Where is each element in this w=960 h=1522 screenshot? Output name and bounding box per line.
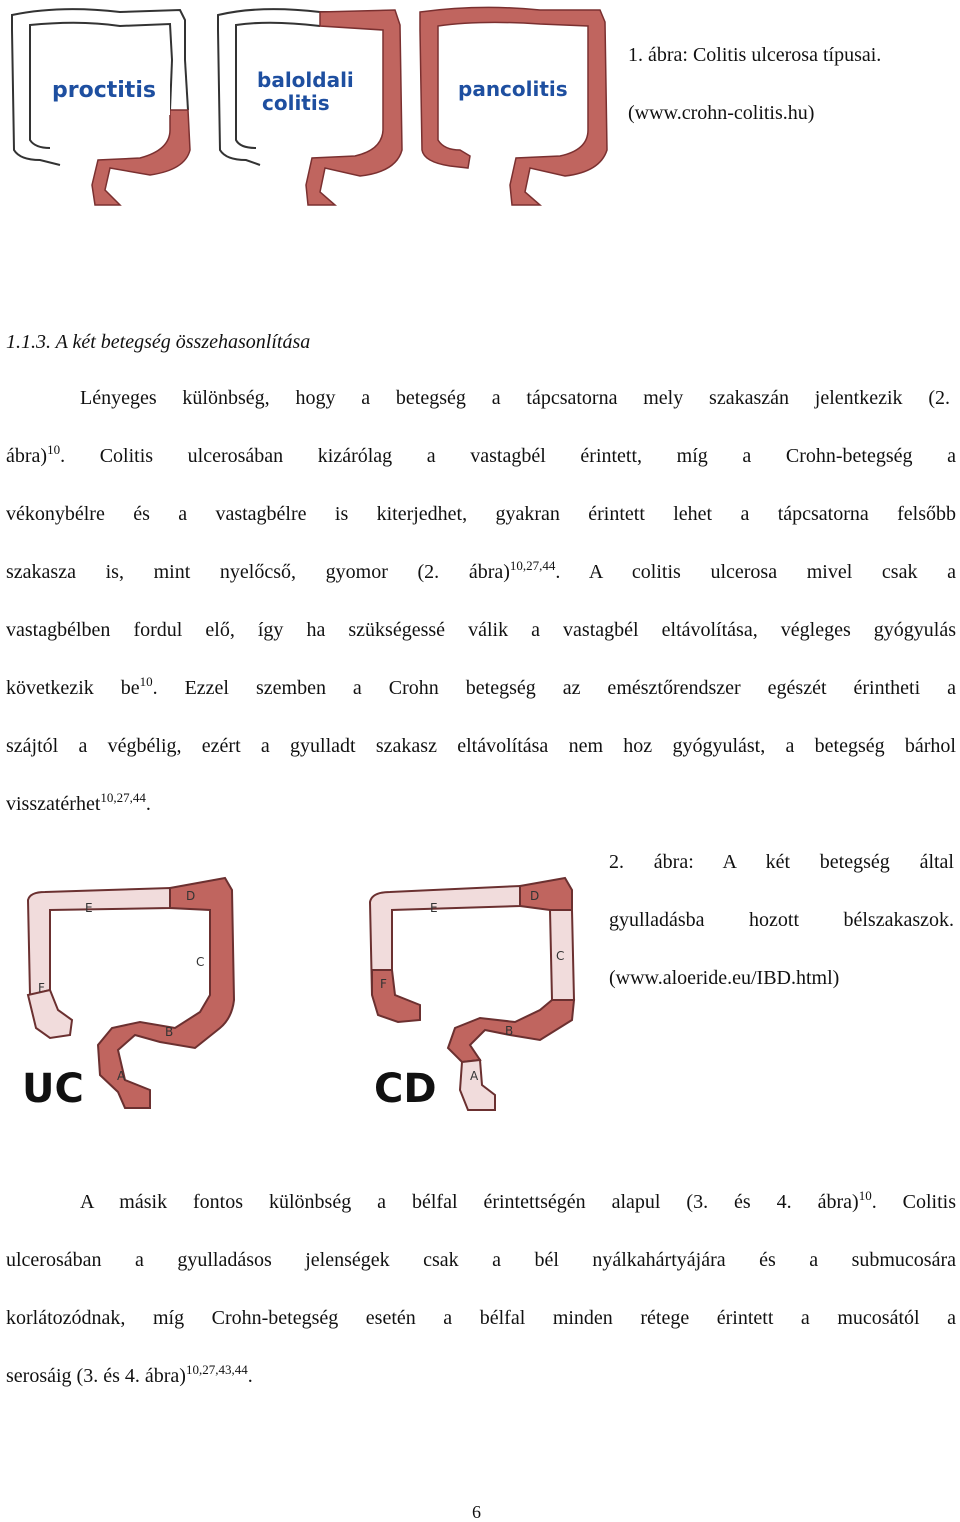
paragraph-1-line-3: vékonybélre és a vastagbélre is kiterjedhet, gyakran érintett lehet a tápcsatorna felsőbb <box>6 503 956 525</box>
svg-text:B: B <box>505 1024 514 1038</box>
figure-2-uc-cd-diagram <box>0 850 600 1120</box>
paragraph-2-line-2: ulcerosában a gyulladásos jelenségek csak a bél nyálkahártyájára és a submucosára <box>6 1249 956 1271</box>
svg-text:D: D <box>530 889 540 903</box>
figure-1-caption-line1: 1. ábra: Colitis ulcerosa típusai. <box>628 44 882 66</box>
paragraph-1-line-7: szájtól a végbélig, ezért a gyulladt szakasz eltávolítása nem hoz gyógyulást, a betegség bárhol <box>6 735 956 757</box>
svg-text:E: E <box>430 901 438 915</box>
svg-text:C: C <box>196 955 205 969</box>
svg-text:A: A <box>470 1069 479 1083</box>
paragraph-1-line-4: szakasza is, mint nyelőcső, gyomor (2. ábra)$^{10,27,44}$. A colitis ulcerosa mivel csak a <box>6 558 956 583</box>
svg-text:B: B <box>165 1025 174 1039</box>
section-heading: 1.1.3. A két betegség összehasonlítása <box>6 331 311 353</box>
paragraph-2-line-3: korlátozódnak, míg Crohn-betegség esetén a bélfal minden rétege érintett a mucosától a <box>6 1307 956 1329</box>
paragraph-1-line-6: következik $be^{10}$. Ezzel szemben a Crohn betegség az emésztőrendszer egészét érintheti a <box>6 674 956 699</box>
paragraph-1-line-2: ábra)$^{10}$. Colitis ulcerosában kizárólag a vastagbél érintett, míg a Crohn-betegség a <box>6 442 956 467</box>
pancolitis-label: pancolitis <box>458 77 568 101</box>
page-number: 6 <box>472 1502 481 1522</box>
proctitis-inflamed-rectum <box>92 110 190 205</box>
figure-1-colitis-types <box>0 0 620 215</box>
baloldali-label: baloldali <box>257 68 354 92</box>
svg-text:D: D <box>186 889 196 903</box>
svg-text:C: C <box>556 949 565 963</box>
svg-text:F: F <box>38 981 45 995</box>
figure-2-caption-line2: gyulladásba hozott bélszakaszok. <box>609 909 954 931</box>
figure-1-caption-line2: (www.crohn-colitis.hu) <box>628 102 815 124</box>
paragraph-1-line-8: visszatérhet$^{10,27,44}$. <box>6 790 151 815</box>
figure-2-caption-line1: 2. ábra: A két betegség által <box>609 851 954 873</box>
svg-text:F: F <box>380 977 387 991</box>
uc-label: UC <box>22 1066 84 1112</box>
svg-text:A: A <box>117 1069 126 1083</box>
colitis-label: colitis <box>262 91 330 115</box>
cd-inflamed-patch-transverse <box>520 878 572 910</box>
figure-2-caption-line3: (www.aloeride.eu/IBD.html) <box>609 967 840 989</box>
svg-text:E: E <box>85 901 93 915</box>
paragraph-1-line-1: Lényeges különbség, hogy a betegség a tápcsatorna mely szakaszán jelentkezik (2. <box>80 387 950 409</box>
paragraph-1-line-5: vastagbélben fordul elő, így ha szükségessé válik a vastagbél eltávolítása, végleges gyógyulás <box>6 619 956 641</box>
paragraph-2-line-1: A másik fontos különbség a bélfal érintettségén alapul (3. és 4. ábra)$^{10}$. Colitis <box>80 1188 956 1213</box>
cd-label: CD <box>374 1066 437 1112</box>
paragraph-2-line-4: serosáig (3. és 4. ábra)$^{10,27,43,44}$. <box>6 1362 253 1387</box>
proctitis-label: proctitis <box>52 78 156 103</box>
